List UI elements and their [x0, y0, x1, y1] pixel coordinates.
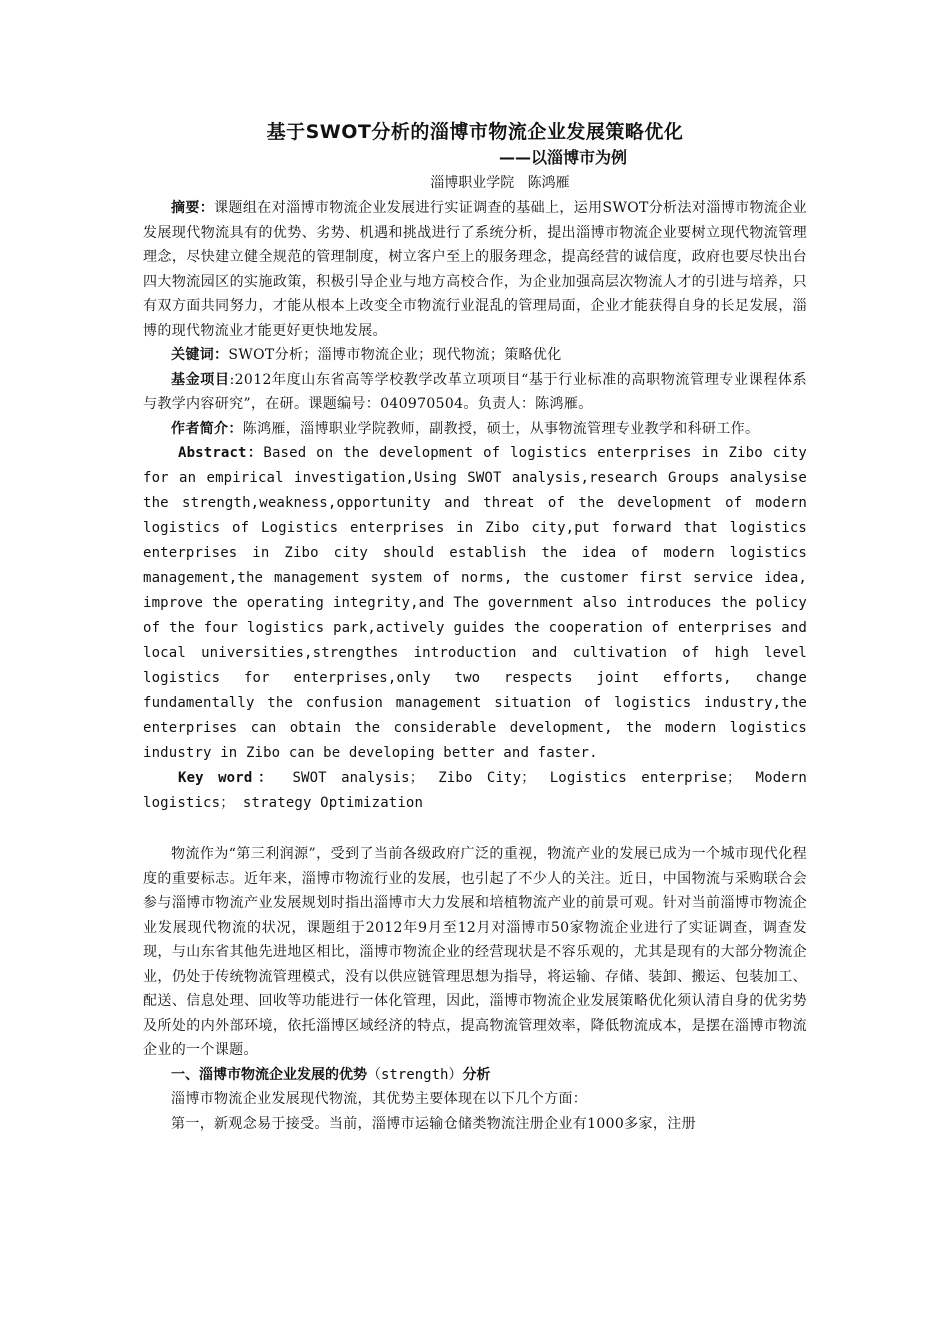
- keywords-en-label: Key word：: [178, 770, 279, 786]
- abstract-cn: [143, 196, 807, 343]
- author-bio-label: 作者简介：: [171, 420, 243, 437]
- fund-text: :2012年度山东省高等学校教学改革立项项目“基于行业标准的高职物流管理专业课程体系与教学内容研究”，在研。课题编号：040970504。负责人：陈鸿雁。: [143, 371, 807, 412]
- fund-label: 基金项目: [171, 371, 230, 388]
- intro-paragraph: 物流作为“第三利润源”，受到了当前各级政府广泛的重视，物流产业的发展已成为一个城市现代化程度的重要标志。近年来，淄博市物流行业的发展，也引起了不少人的关注。近日，中国物流与采购联合会参与淄博市物流产业发展规划时指出淄博市大力发展和培植物流产业的前景可观。针对当前淄博市物流企业发展现代物流的状况，课题组于2012年9月至12月对淄博市50家物流企业进行了实证调查，调查发现，与山东省其他先进地区相比，淄博市物流企业的经营现状是不容乐观的，尤其是现有的大部分物流企业，仍处于传统物流管理模式，没有以供应链管理思想为指导，将运输、存储、装卸、搬运、包装加工、配送、信息处理、回收等功能进行一体化管理，因此，淄博市物流企业发展策略优化须认清自身的优劣势及所处的内外部环境，依托淄博区域经济的特点，提高物流管理效率，降低物流成本，是摆在淄博市物流企业的一个课题。: [143, 846, 807, 1058]
- section-1-first-point: 第一，新观念易于接受。当前，淄博市运输仓储类物流注册企业有1000多家，注册: [171, 1115, 696, 1132]
- author-bio: [143, 417, 807, 442]
- abstract-en-text: Based on the development of logistics enterprises in Zibo city for an empirical investigation,Using SWOT analysis,research Groups analysise the strength,weakness,opportunity and threat of the development of modern logistics of Logistics enterprises in Zibo city,put forward that logistics enterprises in Zibo city should establish the idea of modern logistics management,the management system of norms, the customer first service idea, improve the operating integrity,and The government also introduces the policy of the four logistics park,actively guides the cooperation of enterprises and local universities,strengthes introduction and cultivation of high level logistics for enterprises,only two respects joint efforts, change fundamentally the confusion management situation of logistics industry,the enterprises can obtain the considerable development, the modern logistics industry in Zibo can be developing better and faster.: [143, 445, 807, 761]
- keywords-en: [143, 766, 807, 816]
- paper-title: 基于SWOT分析的淄博市物流企业发展策略优化: [266, 121, 684, 143]
- keywords-cn: [143, 343, 807, 368]
- paper-subtitle: ——以淄博市为例: [499, 148, 628, 167]
- author-name: 陈鸿雁: [527, 175, 570, 191]
- abstract-cn-label: 摘要：: [171, 200, 215, 216]
- paper-page: [143, 118, 807, 1136]
- section-1-lead: 淄博市物流企业发展现代物流，其优势主要体现在以下几个方面：: [171, 1091, 588, 1107]
- keywords-cn-text: SWOT分析；淄博市物流企业；现代物流；策略优化: [228, 347, 562, 363]
- spacer: [143, 816, 807, 842]
- abstract-cn-text: 课题组在对淄博市物流企业发展进行实证调查的基础上，运用SWOT分析法对淄博市物流企业发展现代物流具有的优势、劣势、机遇和挑战进行了系统分析，提出淄博市物流企业要树立现代物流管理理念，尽快建立健全规范的管理制度，树立客户至上的服务理念，提高经营的诚信度，政府也要尽快出台四大物流园区的实施政策，积极引导企业与地方高校合作，为企业加强高层次物流人才的引进与培养，只有双方面共同努力，才能从根本上改变全市物流行业混乱的管理局面，企业才能获得自身的长足发展，淄博的现代物流业才能更好更快地发展。: [143, 200, 807, 339]
- fund-info: [143, 368, 807, 417]
- section-1-heading-text: 一、淄博市物流企业发展的优势: [171, 1066, 367, 1083]
- section-1-heading-tail: 分析: [462, 1066, 491, 1083]
- section-1-heading-en: （strength）: [367, 1066, 463, 1083]
- section-1-heading: [143, 1063, 807, 1088]
- keywords-en-text: SWOT analysis； Zibo City； Logistics enterprise； Modern logistics； strategy Optimization: [143, 770, 808, 811]
- author-bio-text: 陈鸿雁，淄博职业学院教师，副教授，硕士，从事物流管理专业教学和科研工作。: [242, 420, 760, 437]
- author-line: [143, 170, 807, 196]
- abstract-en: [143, 441, 807, 766]
- keywords-cn-label: 关键词：: [171, 347, 229, 363]
- abstract-en-label: Abstract：: [178, 445, 264, 461]
- affiliation: 淄博职业学院: [430, 175, 515, 191]
